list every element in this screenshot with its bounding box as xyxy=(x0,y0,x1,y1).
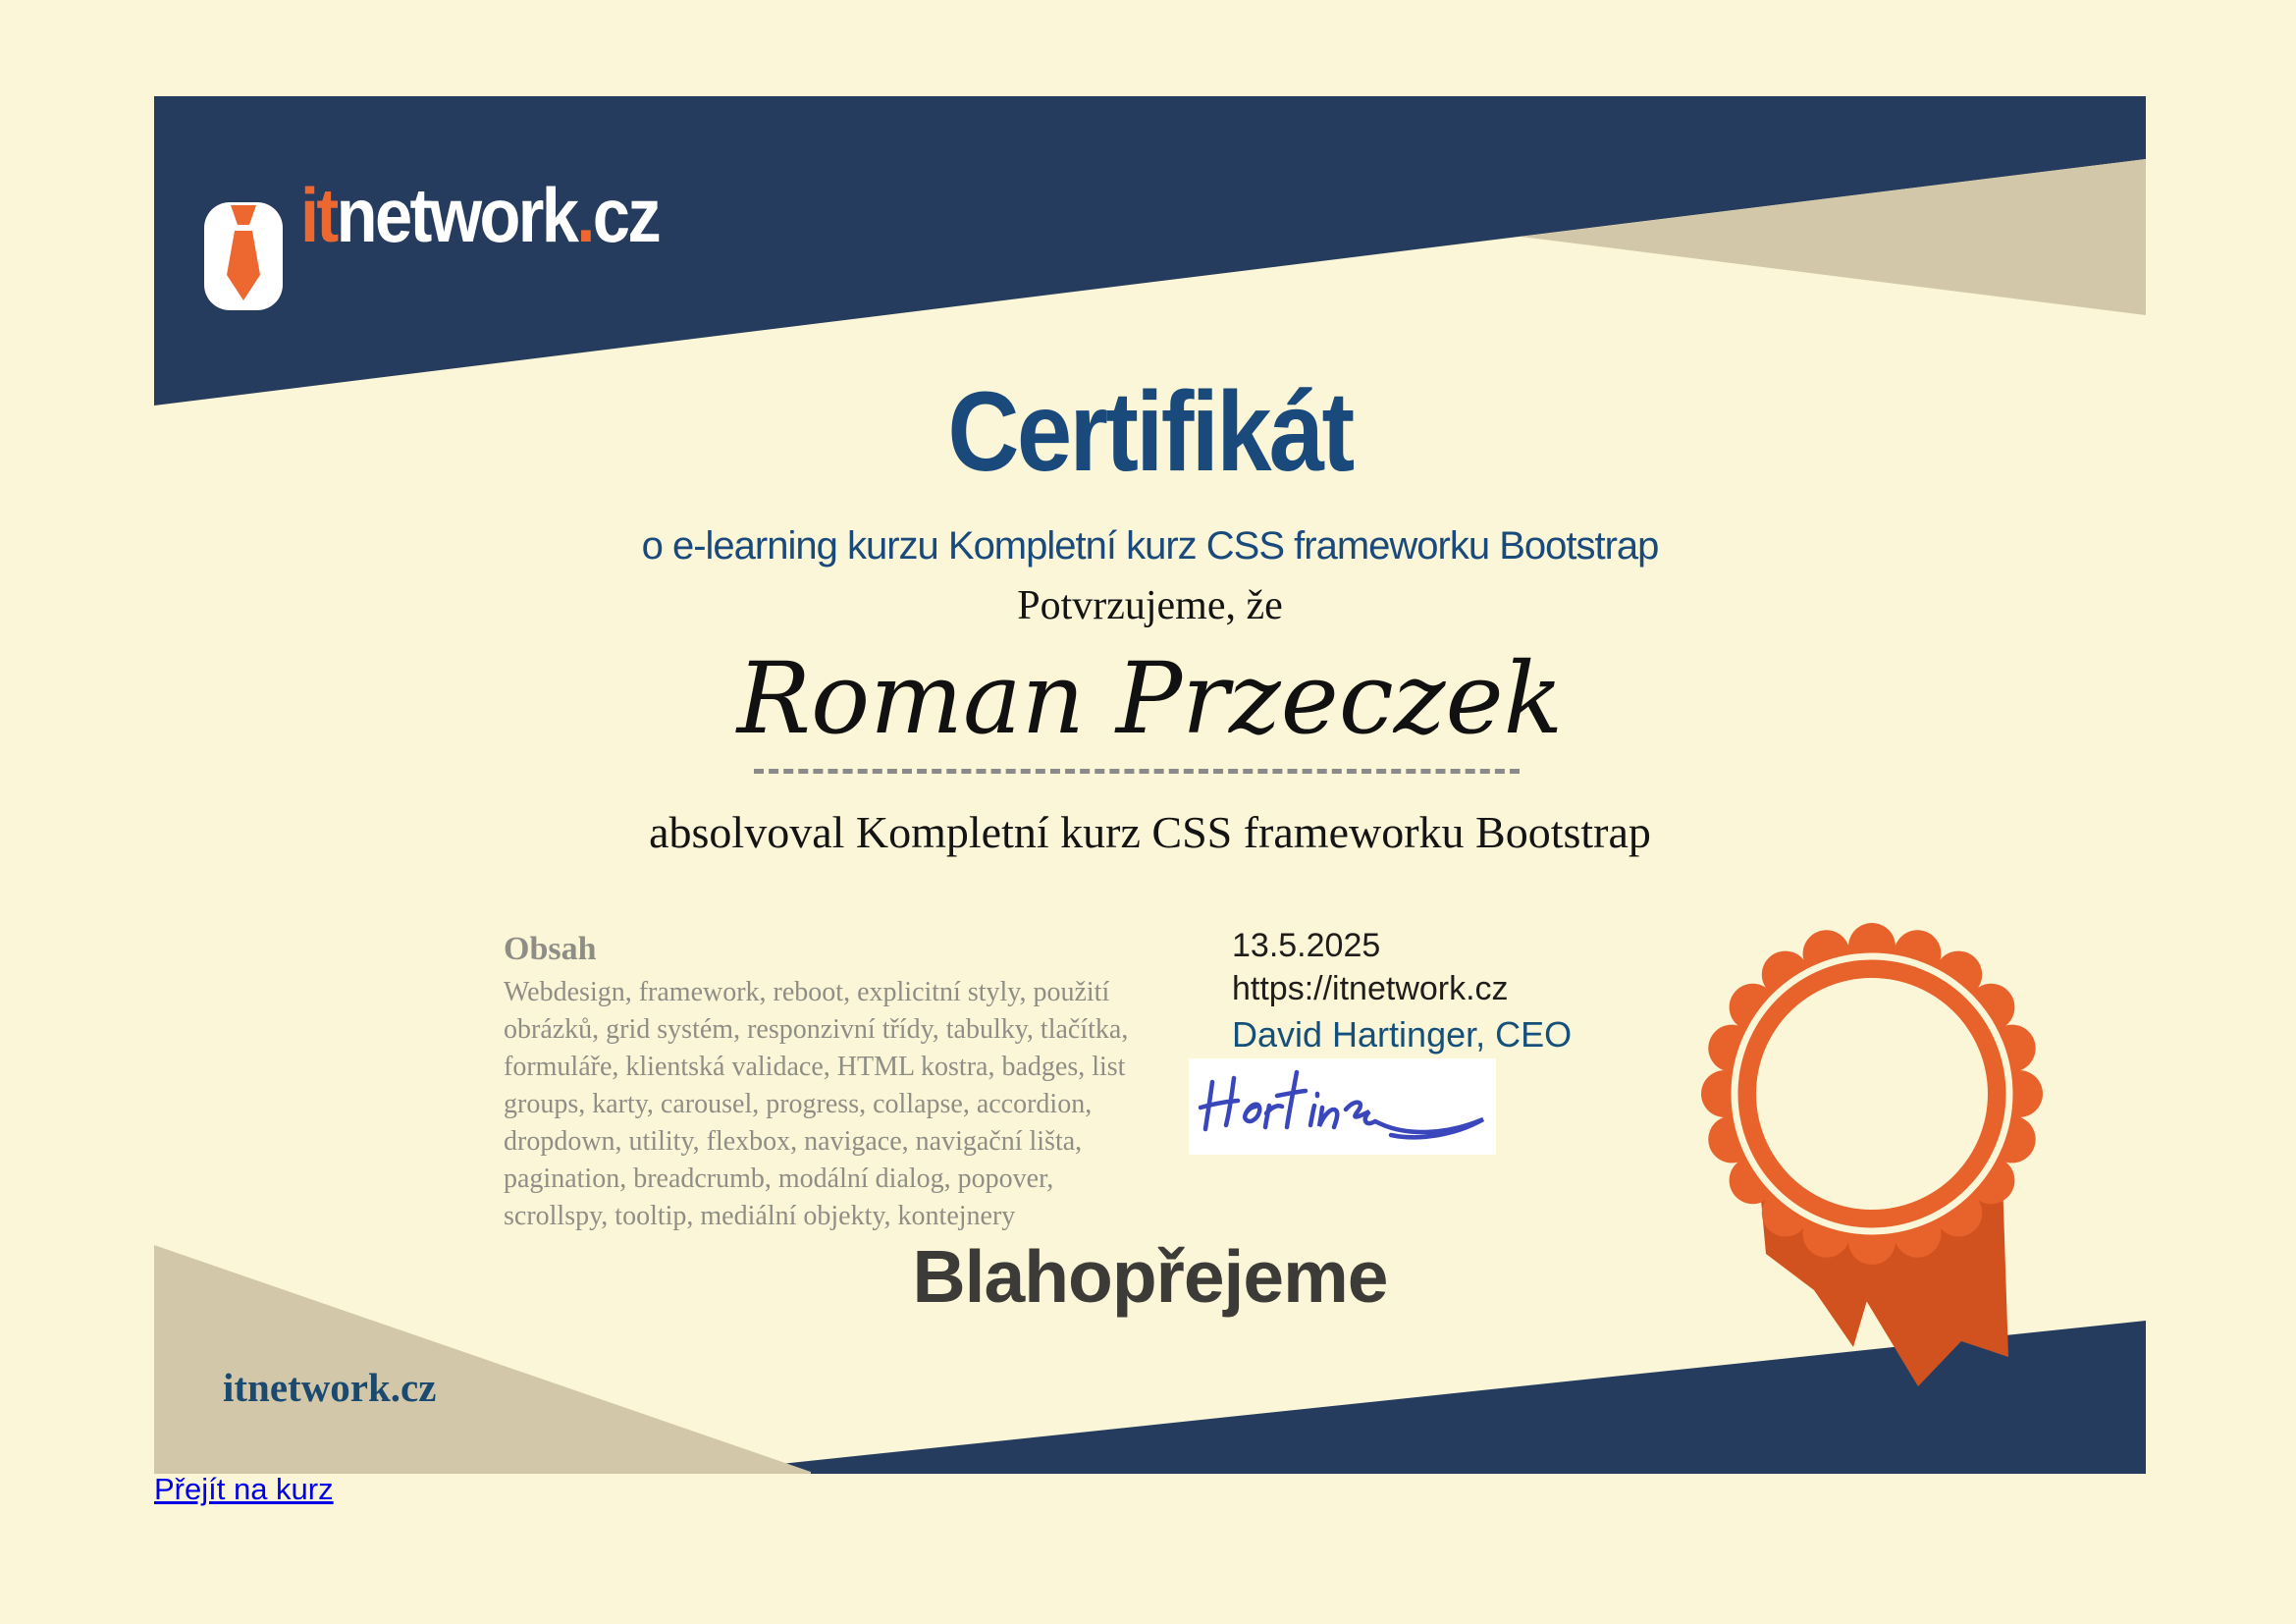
recipient-name: Roman Przeczek xyxy=(736,641,1564,756)
course-content-block xyxy=(504,931,1137,1235)
tie-icon xyxy=(204,202,283,310)
signature-box xyxy=(1189,1058,1496,1155)
logo-dot: . xyxy=(576,172,593,258)
completion-line: absolvoval Kompletní kurz CSS frameworku Bootstrap xyxy=(649,807,1651,857)
certificate-subtitle: o e-learning kurzu Kompletní kurz CSS frameworku Bootstrap xyxy=(641,524,1659,568)
issue-date: 13.5.2025 xyxy=(1232,927,1381,964)
issue-info-block xyxy=(1232,924,1572,1057)
issuer-website: https://itnetwork.cz xyxy=(1232,970,1509,1007)
footer-brand-text: itnetwork.cz xyxy=(223,1365,437,1410)
go-to-course-link[interactable]: Přejít na kurz xyxy=(154,1472,334,1506)
course-content-heading: Obsah xyxy=(504,931,597,967)
confirmation-line: Potvrzujeme, že xyxy=(1017,583,1283,628)
itnetwork-logo-mark xyxy=(204,202,283,310)
certificate-title: Certifikát xyxy=(947,369,1353,495)
logo-it: it xyxy=(300,172,337,258)
signer-name: David Hartinger, CEO xyxy=(1232,1014,1573,1055)
course-content-topics: Webdesign, framework, reboot, explicitní styly, použití obrázků, grid systém, responzivní třídy, tabulky, tlačítka, formuláře, klientská validace, HTML kostra, badges, list groups, karty, carousel, progress, collapse, accordion, dropdown, utility, flexbox, navigace, navigační lišta, pagination, breadcrumb, modální dialog, popover, scrollspy, tooltip, mediální objekty, kontejnery xyxy=(504,977,1129,1231)
name-dashed-underline xyxy=(754,769,1520,774)
logo-network: network xyxy=(336,172,577,258)
logo-cz: cz xyxy=(592,172,660,258)
itnetwork-logo-wordmark xyxy=(300,172,660,258)
signature-image xyxy=(1189,1058,1496,1155)
congratulations-text: Blahopřejeme xyxy=(912,1235,1388,1318)
